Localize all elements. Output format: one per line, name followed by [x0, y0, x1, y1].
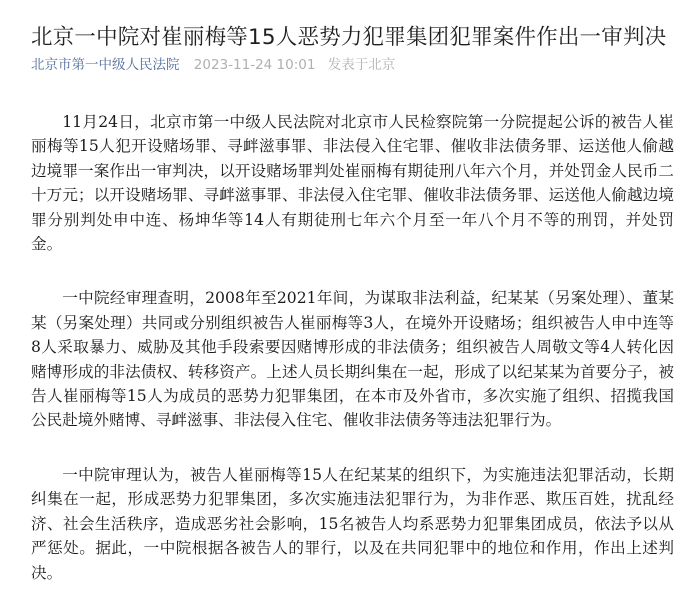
article-body	[31, 110, 674, 615]
publish-timestamp: 2023-11-24 10:01	[193, 57, 316, 73]
article-paragraph: 一中院经审理查明，2008年至2021年间，为谋取非法利益，纪某某（另案处理）、董某某（另案处理）共同或分别组织被告人崔丽梅等3人，在境外开设赌场；组织被告人申中连等8人采取暴力、威胁及其他手段索要因赌博形成的非法债务；组织被告人周敬文等4人转化因赌博形成的非法债权、转移资产。上述人员长期纠集在一起，形成了以纪某某为首要分子，被告人崔丽梅等15人为成员的恶势力犯罪集团，在本市及外省市，多次实施了组织、招揽我国公民赴境外赌博、寻衅滋事、非法侵入住宅、催收非法债务等违法犯罪行为。	[31, 289, 674, 430]
article-title: 北京一中院对崔丽梅等15人恶势力犯罪集团犯罪案件作出一审判决	[31, 25, 667, 51]
article-paragraph: 11月24日，北京市第一中级人民法院对北京市人民检察院第一分院提起公诉的被告人崔丽梅等15人犯开设赌场罪、寻衅滋事罪、非法侵入住宅罪、催收非法债务罪、运送他人偷越边境罪一案作出一审判决，以开设赌场罪判处崔丽梅有期徒刑八年六个月，并处罚金人民币二十万元；以开设赌场罪、寻衅滋事罪、非法侵入住宅罪、催收非法债务罪、运送他人偷越边境罪分别判处申中连、杨坤华等14人有期徒刑七年六个月至一年八个月不等的刑罚，并处罚金。	[31, 113, 674, 254]
article-meta	[31, 55, 395, 75]
source-link[interactable]: 北京市第一中级人民法院	[31, 57, 180, 73]
publish-location: 发表于北京	[327, 57, 396, 73]
article-paragraph: 一中院审理认为，被告人崔丽梅等15人在纪某某的组织下，为实施违法犯罪活动，长期纠集在一起，形成恶势力犯罪集团，多次实施违法犯罪行为，为非作恶、欺压百姓，扰乱经济、社会生活秩序，造成恶劣社会影响，15名被告人均系恶势力犯罪集团成员，依法予以从严惩处。据此，一中院根据各被告人的罪行，以及在共同犯罪中的地位和作用，作出上述判决。	[31, 465, 674, 582]
